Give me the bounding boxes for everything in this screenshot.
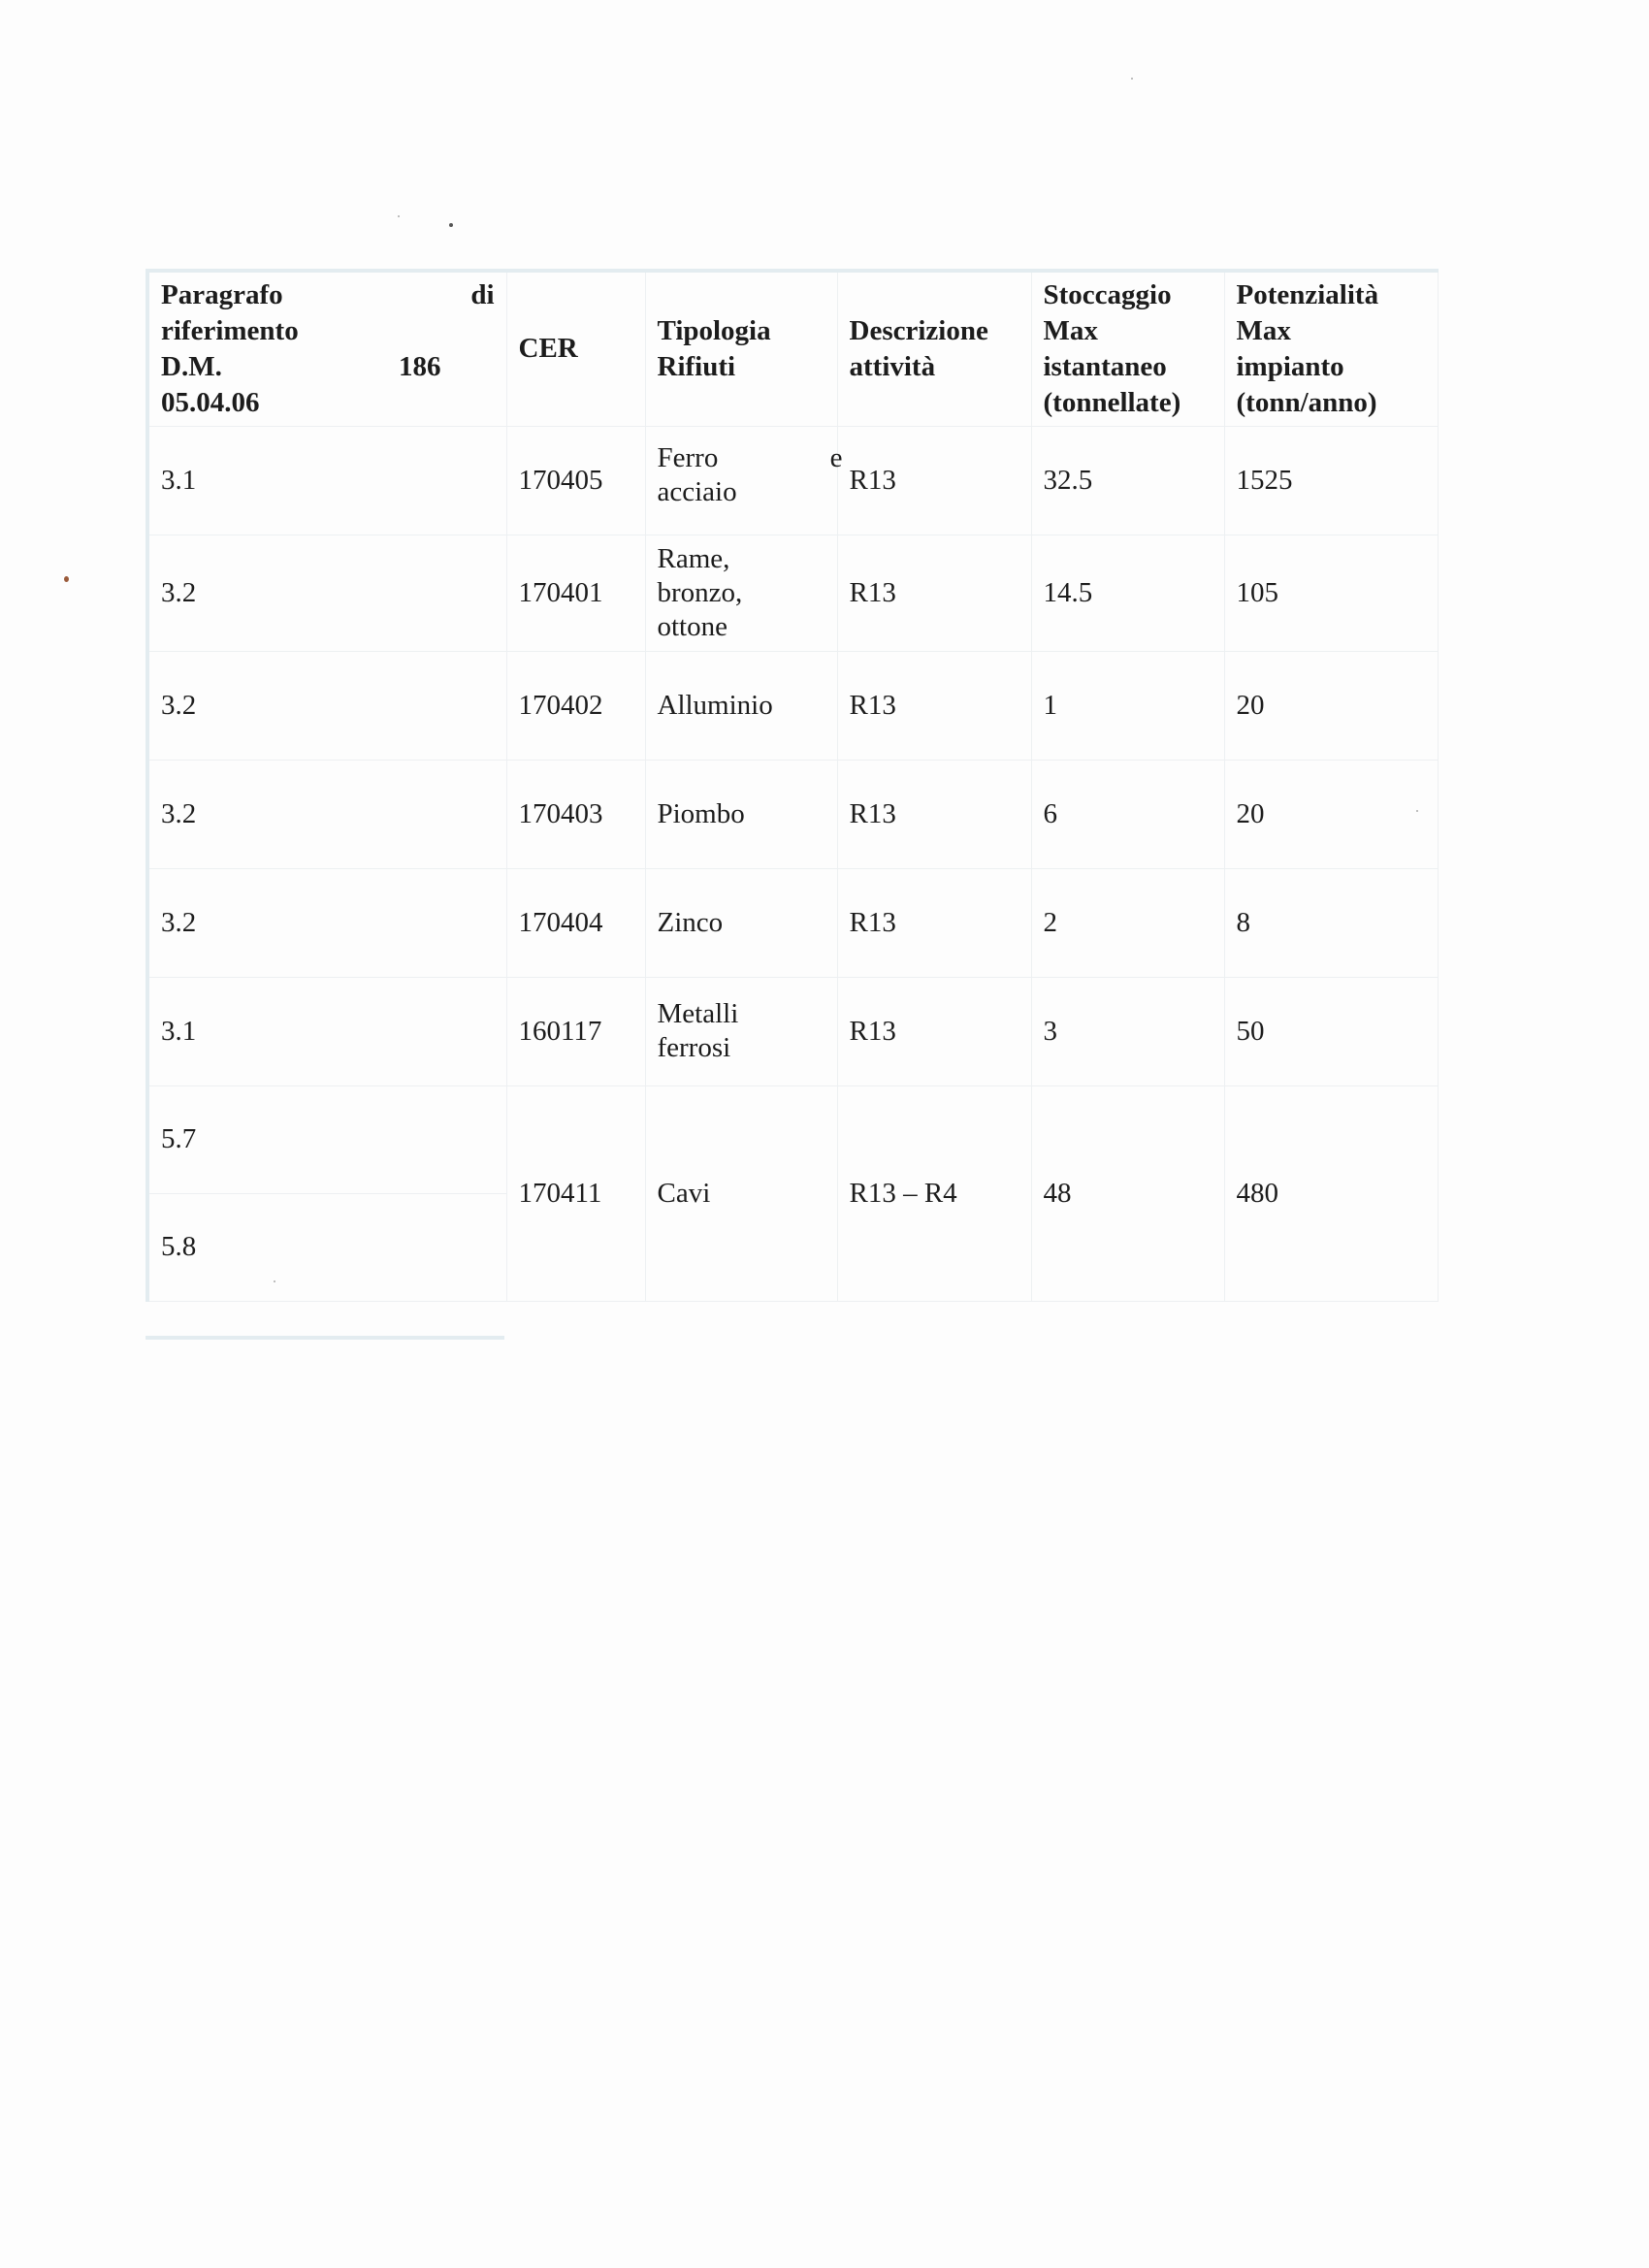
header-text: Stoccaggio <box>1043 278 1172 310</box>
cell-text: Ferro <box>657 442 719 473</box>
header-text: CER <box>518 333 578 365</box>
cell-stoccaggio: 6 <box>1031 760 1224 868</box>
cell-tipologia: Zinco <box>645 868 837 977</box>
scan-speck <box>398 215 400 217</box>
cell-stoccaggio: 1 <box>1031 651 1224 760</box>
cell-potenzialita: 20 <box>1224 760 1438 868</box>
cell-stoccaggio: 14.5 <box>1031 535 1224 651</box>
cell-cer: 170402 <box>506 651 645 760</box>
cell-descrizione: R13 <box>837 977 1031 1085</box>
cell-cer: 170411 <box>506 1085 645 1301</box>
cell-text: e <box>829 442 843 473</box>
header-row <box>147 271 1438 426</box>
header-text: Rifiuti <box>657 350 736 382</box>
header-text: 05.04.06 <box>161 386 260 418</box>
table-row <box>147 651 1438 760</box>
header-descrizione <box>837 271 1031 426</box>
cell-text: bronzo, <box>657 576 743 608</box>
header-tipologia <box>645 271 837 426</box>
header-text: (tonnellate) <box>1043 386 1181 418</box>
cell-descrizione: R13 – R4 <box>837 1085 1031 1301</box>
cell-text: Metalli <box>657 998 739 1029</box>
table-row <box>147 977 1438 1085</box>
cell-paragrafo: 3.2 <box>147 760 506 868</box>
cell-cer: 170403 <box>506 760 645 868</box>
table-row <box>147 535 1438 651</box>
cell-tipologia <box>645 426 843 535</box>
cell-descrizione: R13 <box>837 535 1031 651</box>
cell-cer: 170404 <box>506 868 645 977</box>
cell-paragrafo: 3.2 <box>147 868 506 977</box>
cell-potenzialita: 480 <box>1224 1085 1438 1301</box>
scan-speck <box>1131 78 1133 80</box>
header-text: impianto <box>1236 350 1344 382</box>
cell-paragrafo: 3.1 <box>147 977 506 1085</box>
cell-stoccaggio: 32.5 <box>1031 426 1224 535</box>
cell-descrizione: R13 <box>837 760 1031 868</box>
cell-stoccaggio: 2 <box>1031 868 1224 977</box>
header-text: (tonn/anno) <box>1236 386 1377 418</box>
header-text: riferimento <box>161 314 299 346</box>
cell-potenzialita: 50 <box>1224 977 1438 1085</box>
cell-text: Rame, <box>657 542 730 574</box>
waste-table <box>146 269 1439 1302</box>
cell-potenzialita: 1525 <box>1224 426 1438 535</box>
cell-cer: 170401 <box>506 535 645 651</box>
scan-speck <box>449 223 453 227</box>
header-text: Descrizione <box>849 314 988 346</box>
table-row <box>147 760 1438 868</box>
cell-potenzialita: 105 <box>1224 535 1438 651</box>
cell-tipologia: Alluminio <box>645 651 837 760</box>
cell-stoccaggio: 48 <box>1031 1085 1224 1301</box>
table-row <box>147 426 1438 535</box>
header-text: Potenzialità <box>1236 278 1379 310</box>
cell-cer: 160117 <box>506 977 645 1085</box>
cell-potenzialita: 8 <box>1224 868 1438 977</box>
header-text: istantaneo <box>1043 350 1167 382</box>
cell-text: acciaio <box>657 476 737 507</box>
header-text: Tipologia <box>657 314 771 346</box>
table-row <box>147 1085 1438 1193</box>
header-text: Paragrafo <box>161 278 283 310</box>
cell-paragrafo: 3.2 <box>147 535 506 651</box>
cell-descrizione: R13 <box>837 868 1031 977</box>
cell-tipologia <box>645 977 837 1085</box>
cell-paragrafo: 3.1 <box>147 426 506 535</box>
cell-descrizione: R13 <box>837 651 1031 760</box>
table-bottom-rule <box>146 1336 504 1340</box>
header-text: D.M. <box>161 350 222 382</box>
cell-text: ottone <box>657 610 728 642</box>
cell-tipologia <box>645 535 837 651</box>
header-cer <box>506 271 645 426</box>
cell-cer: 170405 <box>506 426 645 535</box>
header-stoccaggio <box>1031 271 1224 426</box>
header-paragrafo <box>147 271 506 426</box>
cell-text: ferrosi <box>657 1032 731 1063</box>
cell-paragrafo: 3.2 <box>147 651 506 760</box>
header-text: Max <box>1043 314 1098 346</box>
cell-tipologia: Cavi <box>645 1085 837 1301</box>
scan-speck <box>64 576 69 582</box>
header-potenzialita <box>1224 271 1438 426</box>
cell-paragrafo: 5.7 <box>147 1085 506 1193</box>
cell-tipologia: Piombo <box>645 760 837 868</box>
table-row <box>147 868 1438 977</box>
header-text: attività <box>849 350 936 382</box>
cell-descrizione: R13 <box>837 426 1031 535</box>
cell-paragrafo: 5.8 <box>147 1193 506 1301</box>
cell-stoccaggio: 3 <box>1031 977 1224 1085</box>
cell-potenzialita: 20 <box>1224 651 1438 760</box>
header-text: di <box>470 278 495 310</box>
header-text: 186 <box>399 350 441 382</box>
header-text: Max <box>1236 314 1291 346</box>
